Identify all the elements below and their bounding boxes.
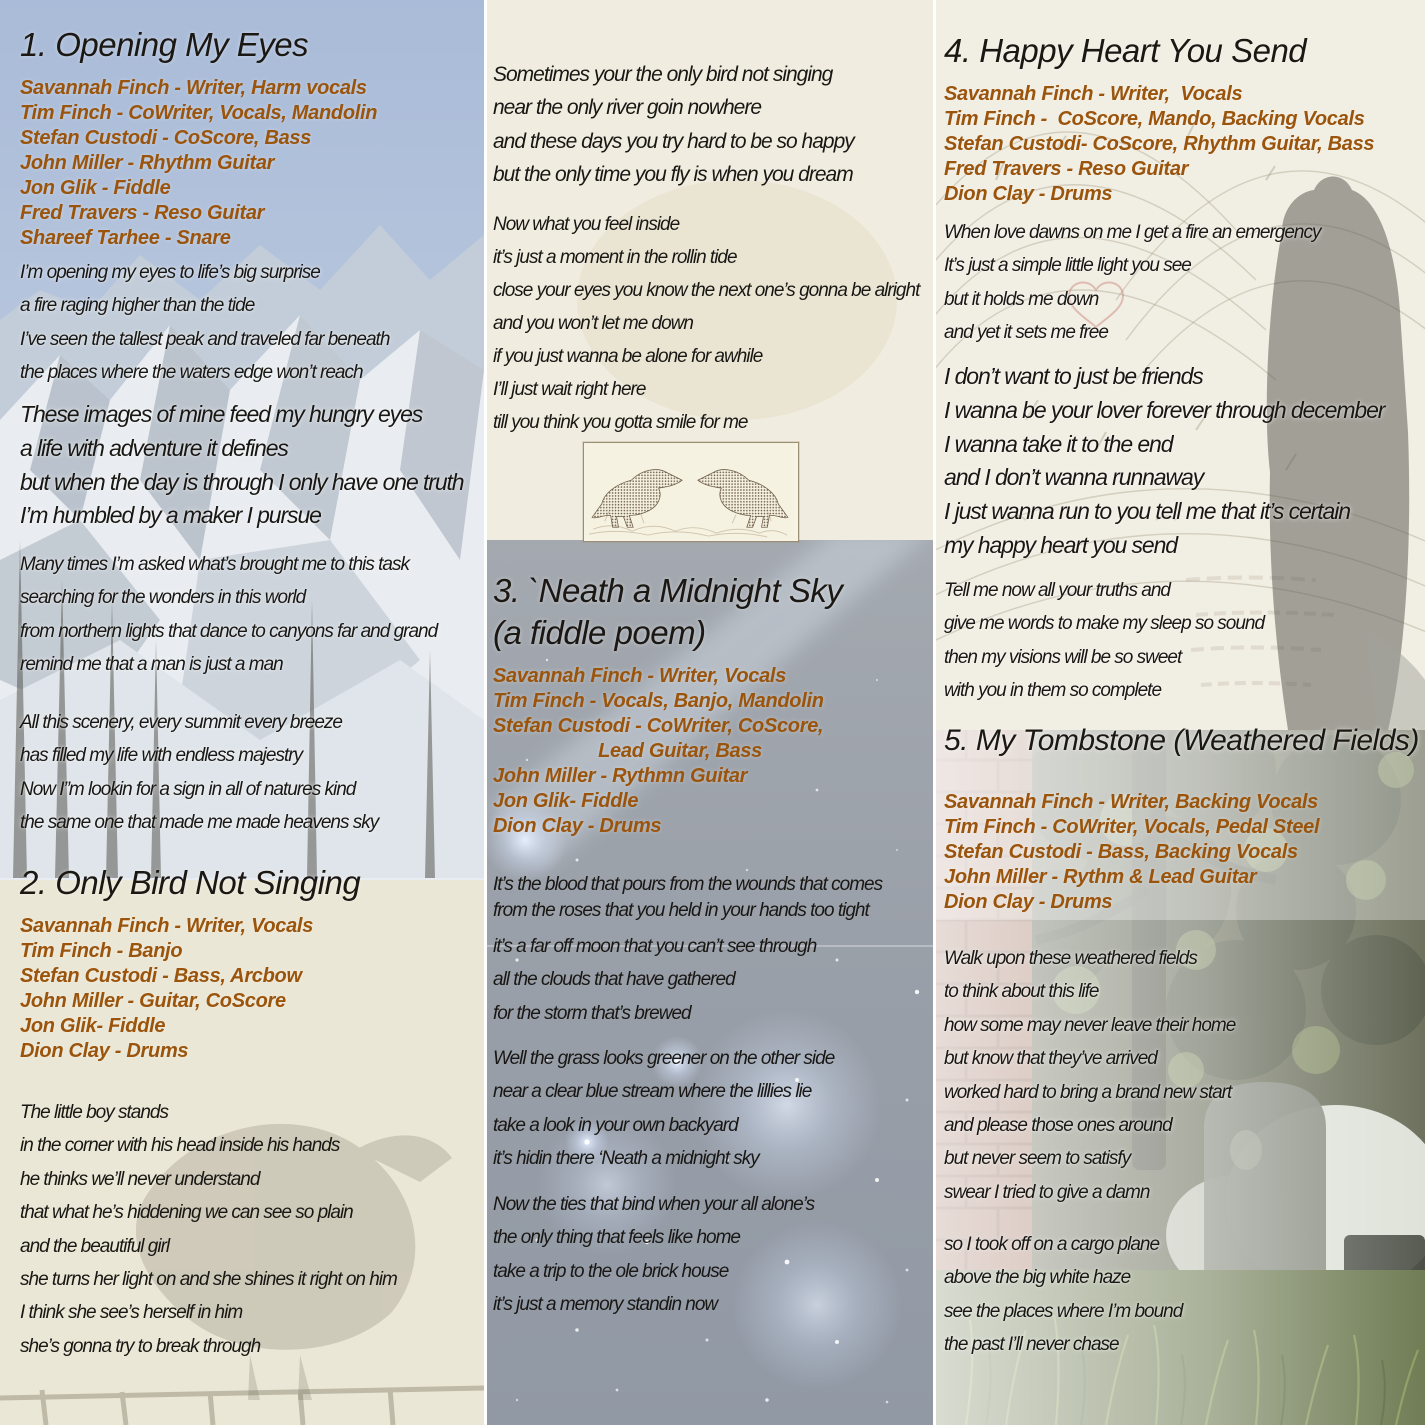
text-line: Tim Finch - CoWriter, Vocals, Mandolin (20, 102, 378, 124)
text-line: the past I’ll never chase (944, 1334, 1119, 1356)
song-2-verse-1 (20, 1096, 397, 1363)
text-line: above the big white haze (944, 1267, 1131, 1289)
text-line: Jon Glik- Fiddle (493, 790, 639, 812)
text-line: and the beautiful girl (20, 1235, 170, 1257)
text-line: but the only time you fly is when you dream (493, 163, 853, 187)
song-4-credits (944, 82, 1374, 207)
song-3-subtitle: (a fiddle poem) (493, 614, 706, 651)
song-5-credits (944, 790, 1319, 915)
text-line: John Miller - Rythm & Lead Guitar (944, 866, 1257, 888)
text-line: till you think you gotta smile for me (493, 412, 748, 433)
song-5-verse-1 (944, 942, 1235, 1209)
song-4-verse-2 (944, 360, 1384, 563)
song-4-verse-3 (944, 574, 1264, 708)
text-line: the only thing that feels like home (493, 1227, 741, 1249)
text-line: I wanna be your lover forever through december (944, 396, 1385, 423)
middle-panel (487, 0, 933, 1425)
text-line: she’s gonna try to break through (20, 1335, 261, 1357)
text-line: Stefan Custodi - CoScore, Bass (20, 127, 312, 149)
song-2-credits (20, 914, 313, 1064)
text-line: John Miller - Rythmn Guitar (493, 765, 748, 787)
text-line: Now what you feel inside (493, 214, 680, 235)
text-line: Tim Finch - CoWriter, Vocals, Pedal Steel (944, 816, 1320, 838)
text-line: worked hard to bring a brand new start (944, 1081, 1232, 1103)
text-line: Stefan Custodi - Bass, Arcbow (20, 965, 302, 987)
song-3-verse-1a (493, 872, 882, 924)
song-2-title: 2. Only Bird Not Singing (20, 864, 361, 901)
song-5-verse-2 (944, 1228, 1182, 1362)
song-2-cont-verse-2 (493, 208, 919, 439)
text-line: and these days you try hard to be so happy (493, 129, 854, 153)
text-line: it’s just a moment in the rollin tide (493, 247, 737, 268)
text-line: all the clouds that have gathered (493, 969, 735, 991)
text-line: if you just wanna be alone for awhile (493, 346, 763, 367)
song-2-cont-verse-1 (493, 58, 854, 192)
text-line: he thinks we’ll never understand (20, 1168, 260, 1190)
text-line: Dion Clay - Drums (944, 891, 1113, 913)
text-line: Tim Finch - Banjo (20, 940, 183, 962)
text-line: but know that they’ve arrived (944, 1048, 1157, 1070)
text-line: it’s just a memory standin now (493, 1294, 718, 1316)
text-line: that what he’s hiddening we can see so plain (20, 1202, 353, 1224)
text-line: Shareef Tarhee - Snare (20, 227, 231, 249)
text-line: near a clear blue stream where the lillies lie (493, 1081, 812, 1103)
text-line: I’m opening my eyes to life’s big surprise (20, 262, 320, 283)
text-line: in the corner with his head inside his hands (20, 1135, 340, 1157)
text-line: Jon Glik - Fiddle (20, 177, 171, 199)
text-line: Tell me now all your truths and (944, 580, 1170, 601)
text-line: Now the ties that bind when your all alone’s (493, 1194, 815, 1215)
text-line: remind me that a man is just a man (20, 654, 283, 676)
text-line: Many times I’m asked what’s brought me to this task (20, 554, 409, 575)
right-panel (936, 0, 1425, 1425)
text-line: take a trip to the ole brick house (493, 1260, 729, 1282)
text-line: to think about this life (944, 981, 1099, 1003)
song-4-verse-1 (944, 216, 1321, 350)
text-line: Savannah Finch - Writer, Vocals (944, 83, 1243, 105)
text-line: close your eyes you know the next one’s gonna be alright (493, 280, 920, 301)
text-line: I think she see’s herself in him (20, 1302, 243, 1324)
text-line: but when the day is through I only have one truth (20, 468, 464, 495)
text-line: take a look in your own backyard (493, 1114, 738, 1136)
text-line: then my visions will be so sweet (944, 646, 1182, 668)
text-line: so I took off on a cargo plane (944, 1234, 1160, 1255)
song-1-credits (20, 76, 377, 251)
text-line: Fred Travers - Reso Guitar (20, 202, 265, 224)
text-line: from the roses that you held in your hands too tight (493, 900, 869, 921)
text-line: for the storm that’s brewed (493, 1002, 691, 1024)
text-line: with you in them so complete (944, 680, 1162, 702)
text-line: from northern lights that dance to canyons far and grand (20, 620, 438, 642)
text-line: Savannah Finch - Writer, Backing Vocals (944, 791, 1318, 813)
text-line: Now I”m lookin for a sign in all of natures kind (20, 778, 356, 800)
text-line: I’m humbled by a maker I pursue (20, 502, 321, 529)
song-3-verse-2 (493, 1042, 834, 1176)
text-line: Lead Guitar, Bass (493, 740, 762, 762)
text-line: it’s a far off moon that you can’t see through (493, 936, 817, 957)
text-line: has filled my life with endless majestry (20, 745, 303, 767)
text-line: my happy heart you send (944, 531, 1177, 558)
text-line: I wanna take it to the end (944, 430, 1173, 457)
text-line: I’ll just wait right here (493, 379, 646, 400)
text-line: Savannah Finch - Writer, Vocals (493, 665, 787, 687)
song-1-verse-1 (20, 256, 389, 390)
text-line: how some may never leave their home (944, 1014, 1236, 1036)
song-4-title: 4. Happy Heart You Send (944, 32, 1307, 69)
text-line: near the only river goin nowhere (493, 96, 762, 120)
text-line: and I don’t wanna runnaway (944, 464, 1204, 491)
text-line: searching for the wonders in this world (20, 587, 306, 609)
song-3-verse-3 (493, 1188, 814, 1322)
text-line: John Miller - Guitar, CoScore (20, 990, 286, 1012)
text-line: but never seem to satisfy (944, 1148, 1131, 1170)
song-1-title: 1. Opening My Eyes (20, 26, 309, 63)
text-line: Dion Clay - Drums (20, 1040, 189, 1062)
song-1-verse-4 (20, 706, 378, 840)
text-line: give me words to make my sleep so sound (944, 613, 1265, 635)
text-line: It’s the blood that pours from the wounds that comes (493, 874, 883, 895)
two-crows-etching (584, 443, 796, 539)
text-line: I don’t want to just be friends (944, 363, 1203, 389)
text-line: I just wanna run to you tell me that it’s certain (944, 498, 1350, 525)
song-1-verse-2 (20, 398, 464, 533)
text-line: Tim Finch - CoScore, Mando, Backing Vocals (944, 108, 1365, 130)
song-5-title: 5. My Tombstone (Weathered Fields) (944, 724, 1419, 757)
text-line: the places where the waters edge won’t reach (20, 362, 363, 384)
text-line: and please those ones around (944, 1115, 1172, 1137)
text-line: see the places where I’m bound (944, 1300, 1183, 1322)
text-line: and you won’t let me down (493, 313, 693, 334)
text-line: Stefan Custodi- CoScore, Rhythm Guitar, Bass (944, 133, 1375, 155)
text-line: she turns her light on and she shines it right on him (20, 1269, 397, 1291)
text-line: These images of mine feed my hungry eyes (20, 401, 423, 427)
text-line: Savannah Finch - Writer, Vocals (20, 915, 314, 937)
text-line: Walk upon these weathered fields (944, 948, 1197, 969)
song-3-title: 3. `Neath a Midnight Sky (493, 572, 843, 609)
text-line: The little boy stands (20, 1102, 168, 1123)
text-line: All this scenery, every summit every breeze (20, 712, 342, 733)
text-line: Dion Clay - Drums (944, 183, 1113, 205)
text-line: the same one that made me made heavens sky (20, 812, 379, 834)
song-1-verse-3 (20, 548, 437, 682)
two-crows-etching-image (583, 442, 799, 542)
left-panel (0, 0, 484, 1425)
text-line: a fire raging higher than the tide (20, 295, 255, 317)
text-line: Jon Glik- Fiddle (20, 1015, 166, 1037)
text-line: John Miller - Rhythm Guitar (20, 152, 275, 174)
text-line: a life with adventure it defines (20, 434, 288, 461)
text-line: it’s hidin there ‘Neath a midnight sky (493, 1148, 759, 1170)
text-line: Fred Travers - Reso Guitar (944, 158, 1189, 180)
text-line: It’s just a simple little light you see (944, 255, 1191, 277)
text-line: I’ve seen the tallest peak and traveled far beneath (20, 328, 390, 350)
text-line: swear I tried to give a damn (944, 1181, 1150, 1203)
song-3-verse-1b (493, 930, 816, 1030)
text-line: Dion Clay - Drums (493, 815, 662, 837)
text-line: Stefan Custodi - Bass, Backing Vocals (944, 841, 1298, 863)
text-line: and yet it sets me free (944, 322, 1108, 344)
text-line: Sometimes your the only bird not singing (493, 63, 833, 86)
text-line: Tim Finch - Vocals, Banjo, Mandolin (493, 690, 824, 712)
text-line: Well the grass looks greener on the other side (493, 1048, 835, 1069)
song-3-credits (493, 664, 824, 839)
text-line: When love dawns on me I get a fire an emergency (944, 222, 1321, 243)
text-line: Stefan Custodi - CoWriter, CoScore, (493, 715, 824, 737)
text-line: but it holds me down (944, 288, 1099, 310)
text-line: Savannah Finch - Writer, Harm vocals (20, 77, 367, 99)
